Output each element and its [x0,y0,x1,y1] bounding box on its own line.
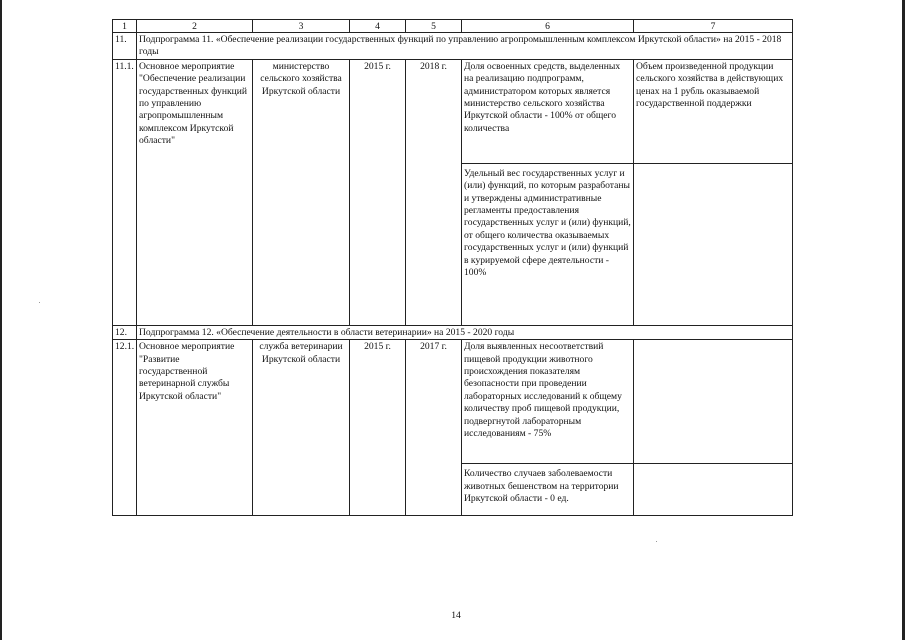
column-number-row [113,20,793,33]
result-cell: Объем произведенной продукции сельского хозяйства в действующих ценах на 1 рубль оказываемой государственной поддержки [634,59,793,163]
end-year-cell: 2017 г. [406,340,462,516]
row-number: 12. [113,325,137,339]
end-year-cell: 2018 г. [406,59,462,325]
row-number: 12.1. [113,340,137,516]
subprogram-title: Подпрограмма 12. «Обеспечение деятельности в области ветеринарии» на 2015 - 2020 годы [137,325,793,339]
column-number: 2 [137,20,253,33]
table-row [113,59,793,163]
subprogram-row [113,325,793,339]
column-number: 5 [406,20,462,33]
executor-cell: служба ветеринарии Иркутской области [253,340,350,516]
result-cell [634,163,793,325]
start-year-cell: 2015 г. [350,340,406,516]
scan-edge-left [0,0,2,640]
scan-speck [39,302,40,303]
subprogram-row [113,33,793,60]
main-event-cell: Основное мероприятие "Развитие государственной ветеринарной службы Иркутской области" [137,340,253,516]
page-number: 14 [451,610,461,621]
table-row [113,340,793,464]
indicator-cell: Количество случаев заболеваемости животных бешенством на территории Иркутской области - 0 ед. [462,464,634,516]
start-year-cell: 2015 г. [350,59,406,325]
indicator-cell: Удельный вес государственных услуг и (или) функций, по которым разработаны и утверждены административные регламенты предоставления государственных услуг и (или) функций, от общего количества оказываемых государственных услуг и (или) функций в курируемой сфере деятельности - 100% [462,163,634,325]
result-cell [634,340,793,464]
indicator-cell: Доля выявленных несоответствий пищевой продукции животного происхождения показателям безопасности при проведении лабораторных исследований к общему количеству проб пищевой продукции, подвергнутой лабораторным исследованиям - 75% [462,340,634,464]
result-cell [634,464,793,516]
column-number: 7 [634,20,793,33]
row-number: 11.1. [113,59,137,325]
column-number: 3 [253,20,350,33]
column-number: 6 [462,20,634,33]
program-table [112,19,793,516]
indicator-cell: Доля освоенных средств, выделенных на реализацию подпрограмм, администратором которых является министерство сельского хозяйства Иркутской области - 100% от общего количества [462,59,634,163]
scan-speck [656,541,657,542]
column-number: 1 [113,20,137,33]
main-event-cell: Основное мероприятие "Обеспечение реализации государственных функций по управлению агропромышленным комплексом Иркутской области" [137,59,253,325]
row-number: 11. [113,33,137,60]
executor-cell: министерство сельского хозяйства Иркутской области [253,59,350,325]
column-number: 4 [350,20,406,33]
subprogram-title: Подпрограмма 11. «Обеспечение реализации государственных функций по управлению агропромышленным комплексом Иркутской области» на 2015 - 2018 годы [137,33,793,60]
